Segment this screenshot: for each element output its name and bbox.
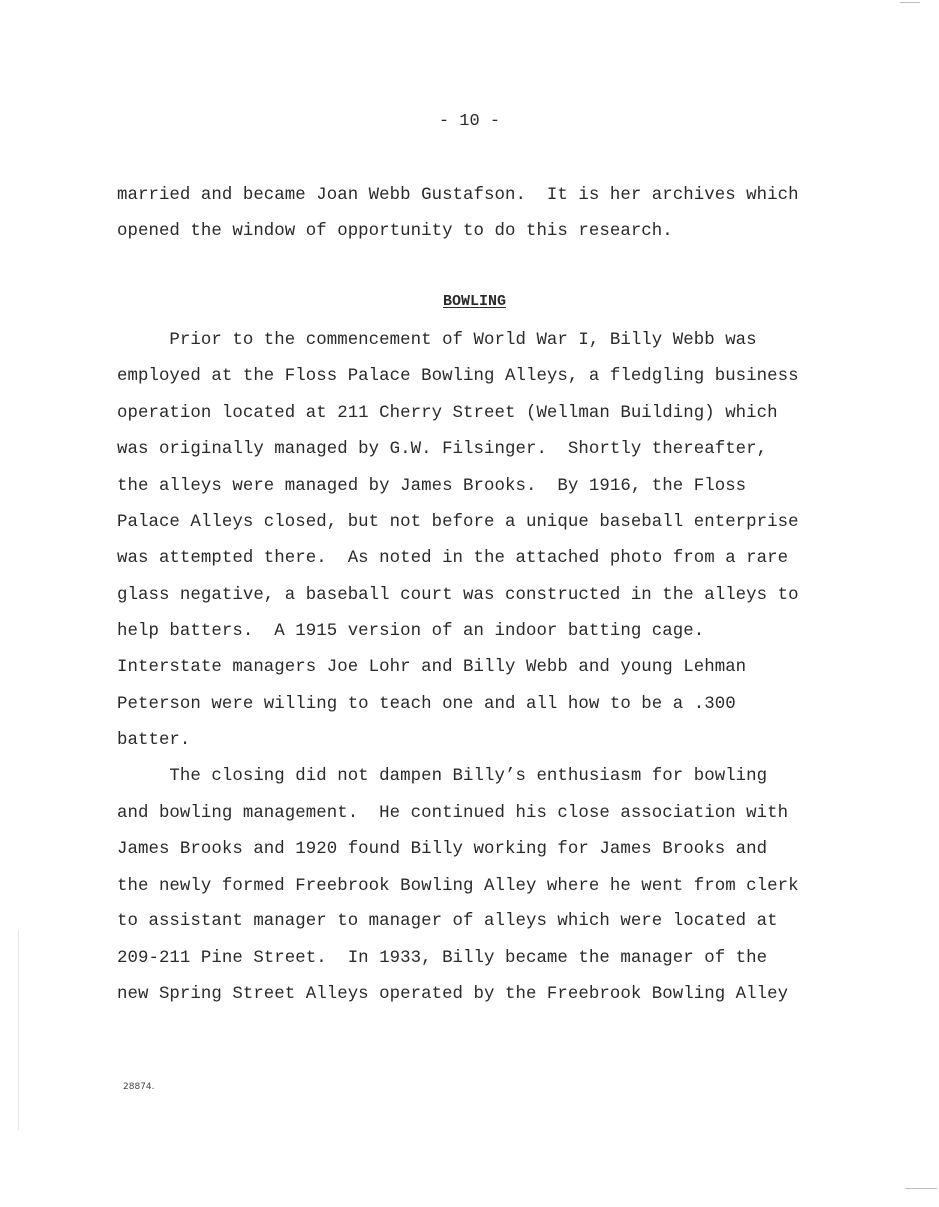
- paragraph-line: the alleys were managed by James Brooks. By 1916, the Floss: [117, 477, 747, 496]
- page-number: - 10 -: [438, 112, 501, 131]
- intro-line: married and became Joan Webb Gustafson. It is her archives which: [117, 186, 799, 205]
- paragraph-line: help batters. A 1915 version of an indoor batting cage.: [117, 622, 705, 641]
- scan-edge-mark: [18, 930, 19, 1130]
- paragraph-line: Prior to the commencement of World War I, Billy Webb was: [117, 331, 757, 350]
- section-heading: BOWLING: [442, 293, 506, 310]
- paragraph-line: James Brooks and 1920 found Billy working for James Brooks and: [117, 840, 768, 859]
- paragraph-line: employed at the Floss Palace Bowling Alleys, a fledgling business: [117, 367, 799, 386]
- paragraph-line: the newly formed Freebrook Bowling Alley where he went from clerk: [117, 877, 799, 896]
- paragraph-line: new Spring Street Alleys operated by the Freebrook Bowling Alley: [117, 985, 789, 1004]
- scan-edge-mark: [905, 1188, 937, 1189]
- paragraph-line: The closing did not dampen Billy’s enthusiasm for bowling: [117, 767, 768, 786]
- paragraph-line: Palace Alleys closed, but not before a unique baseball enterprise: [117, 513, 799, 532]
- paragraph-line: to assistant manager to manager of alleys which were located at: [117, 912, 778, 931]
- paragraph-line: glass negative, a baseball court was constructed in the alleys to: [117, 586, 799, 605]
- paragraph-line: Interstate managers Joe Lohr and Billy Webb and young Lehman: [117, 658, 747, 677]
- paragraph-line: operation located at 211 Cherry Street (Wellman Building) which: [117, 404, 778, 423]
- footer-code: 28874.: [123, 1082, 155, 1092]
- paragraph-line: batter.: [117, 731, 191, 750]
- paragraph-line: 209-211 Pine Street. In 1933, Billy became the manager of the: [117, 949, 768, 968]
- paragraph-line: was attempted there. As noted in the attached photo from a rare: [117, 549, 789, 568]
- paragraph-line: Peterson were willing to teach one and all how to be a .300: [117, 695, 736, 714]
- scan-edge-mark: [900, 2, 920, 3]
- paragraph-line: was originally managed by G.W. Filsinger. Shortly thereafter,: [117, 440, 768, 459]
- intro-line: opened the window of opportunity to do this research.: [117, 222, 673, 241]
- paragraph-line: and bowling management. He continued his close association with: [117, 804, 789, 823]
